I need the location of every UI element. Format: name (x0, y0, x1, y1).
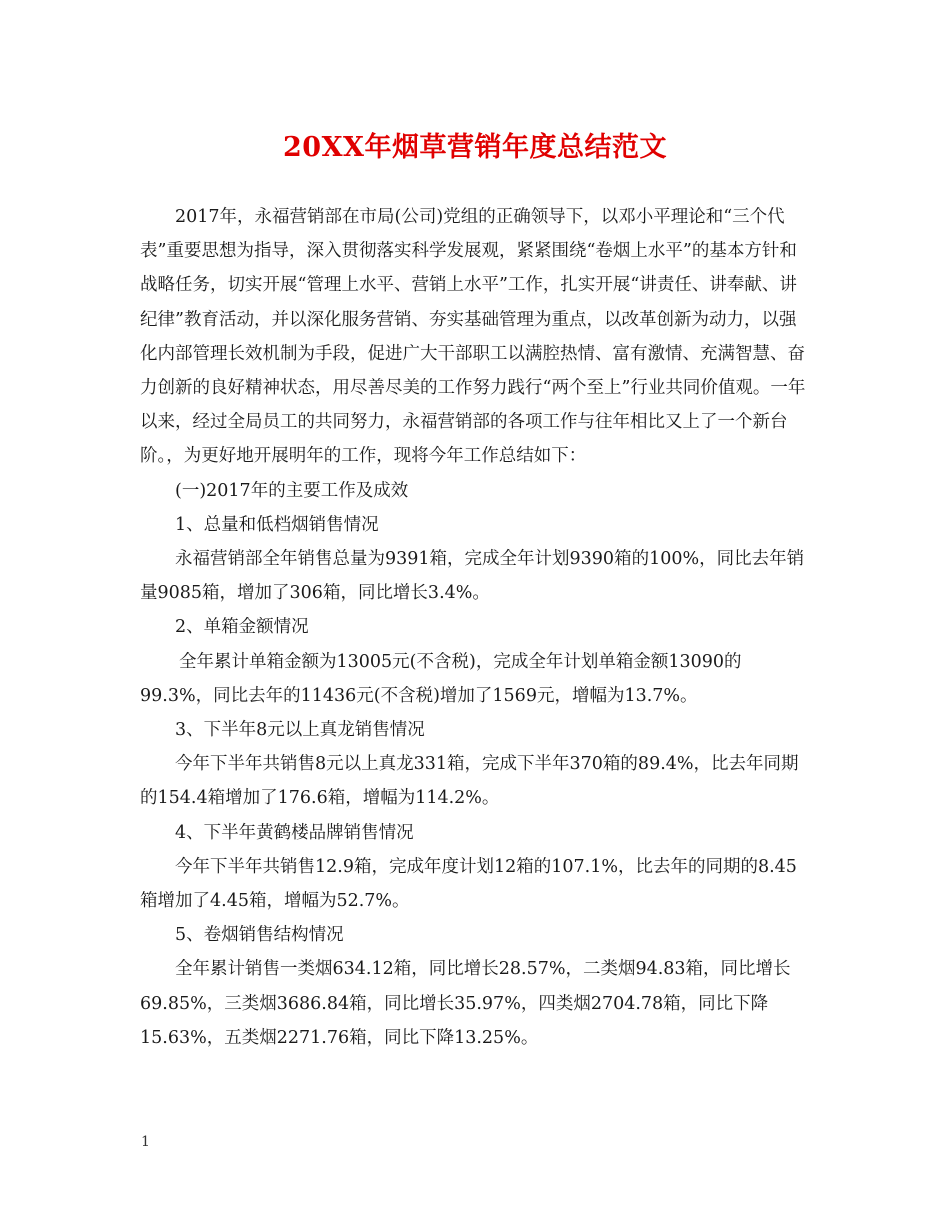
intro-paragraph: 2017年，永福营销部在市局(公司)党组的正确领导下，以邓小平理论和“三个代表”重要思想为指导，深入贯彻落实科学发展观，紧紧围绕“卷烟上水平”的基本方针和战略任务，切实开展“管理上水平、营销上水平”工作，扎实开展“讲责任、讲奉献、讲纪律”教育活动，并以深化服务营销、夯实基础管理为重点，以改革创新为动力，以强化内部管理长效机制为手段，促进广大干部职工以满腔热情、富有激情、充满智慧、奋力创新的良好精神状态，用尽善尽美的工作努力践行“两个至上”行业共同价值观。一年以来，经过全局员工的共同努力，永福营销部的各项工作与往年相比又上了一个新台阶。，为更好地开展明年的工作，现将今年工作总结如下： (140, 207, 806, 467)
subheading-unit-amount: 2、单箱金额情况 (175, 617, 309, 638)
section-heading: (一)2017年的主要工作及成效 (175, 480, 409, 501)
paragraph-huanghelou-sales: 今年下半年共销售12.9箱，完成年度计划12箱的107.1%，比去年的同期的8.45箱增加了4.45箱，增幅为52.7%。 (140, 856, 797, 912)
subheading-sales-structure: 5、卷烟销售结构情况 (175, 925, 344, 946)
paragraph-total-sales: 永福营销部全年销售总量为9391箱，完成全年计划9390箱的100%，同比去年销量9085箱，增加了306箱，同比增长3.4%。 (140, 549, 805, 604)
document-body (140, 200, 812, 1055)
subheading-total-sales: 1、总量和低档烟销售情况 (175, 514, 379, 535)
subheading-zhenlong-sales: 3、下半年8元以上真龙销售情况 (175, 720, 425, 741)
subheading-huanghelou-sales: 4、下半年黄鹤楼品牌销售情况 (175, 822, 414, 843)
paragraph-sales-structure: 全年累计销售一类烟634.12箱，同比增长28.57%，二类烟94.83箱，同比增长69.85%，三类烟3686.84箱，同比增长35.97%，四类烟2704.78箱，同比下降15.63%，五类烟2271.76箱，同比下降13.25%。 (140, 959, 791, 1048)
paragraph-zhenlong-sales: 今年下半年共销售8元以上真龙331箱，完成下半年370箱的89.4%，比去年同期的154.4箱增加了176.6箱，增幅为114.2%。 (140, 754, 799, 809)
document-title: 20XX年烟草营销年度总结范文 (283, 132, 667, 163)
paragraph-unit-amount: 全年累计单箱金额为13005元(不含税)，完成全年计划单箱金额13090的99.3%，同比去年的11436元(不含税)增加了1569元，增幅为13.7%。 (140, 651, 742, 706)
page-number: 1 (141, 1134, 150, 1150)
